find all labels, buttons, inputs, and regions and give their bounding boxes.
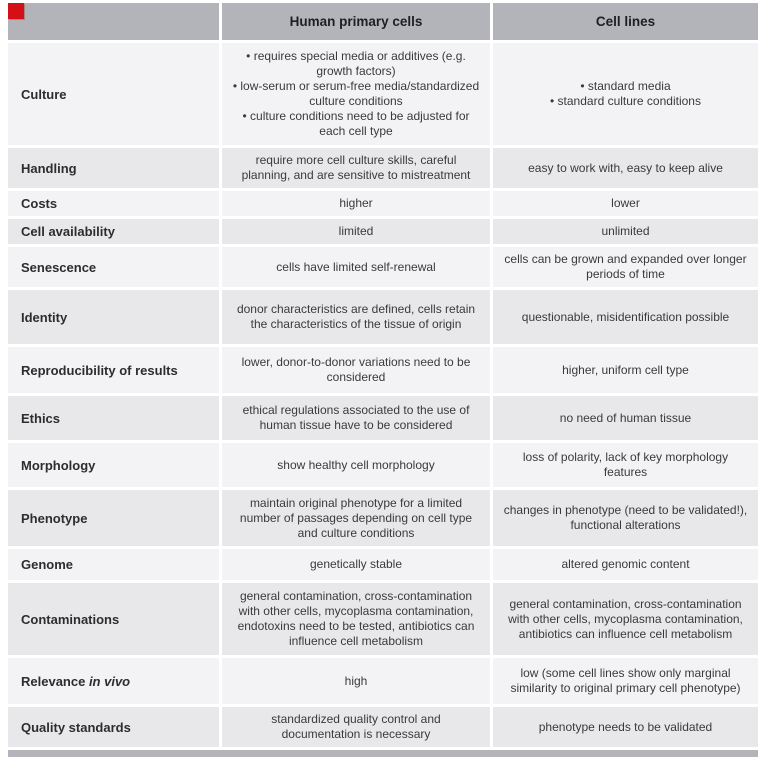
bullet-list [231,49,481,139]
table-row [8,247,758,287]
table-body [8,43,758,747]
primary-cells-cell: ethical regulations associated to the use of human tissue have to be considered [222,396,490,440]
cell-lines-cell: low (some cell lines show only marginal similarity to original primary cell phenotype) [493,658,758,704]
category-cell: Costs [8,191,219,216]
primary-cells-cell: limited [222,219,490,244]
cell-lines-cell: easy to work with, easy to keep alive [493,148,758,188]
category-cell: Contaminations [8,583,219,655]
bullet-item: • low-serum or serum-free media/standardized culture conditions [232,79,480,108]
comparison-table [8,3,758,757]
bullet-item: • requires special media or additives (e.g. growth factors) [246,49,466,78]
cell-lines-cell: higher, uniform cell type [493,347,758,393]
primary-cells-cell: donor characteristics are defined, cells retain the characteristics of the tissue of origin [222,290,490,344]
category-cell: Quality standards [8,707,219,747]
primary-cells-cell: genetically stable [222,549,490,580]
header-cell-cell-lines: Cell lines [493,3,758,40]
table-row [8,191,758,216]
table-row [8,290,758,344]
header-cell-blank [8,3,219,40]
category-cell: Reproducibility of results [8,347,219,393]
category-cell: Ethics [8,396,219,440]
table-row [8,396,758,440]
primary-cells-cell: show healthy cell morphology [222,443,490,487]
table-row [8,549,758,580]
cell-lines-cell: cells can be grown and expanded over longer periods of time [493,247,758,287]
cell-lines-cell: lower [493,191,758,216]
table-row [8,219,758,244]
cell-lines-cell: phenotype needs to be validated [493,707,758,747]
category-cell: Phenotype [8,490,219,546]
category-label: Relevance [21,673,89,689]
table-row [8,658,758,704]
primary-cells-cell: lower, donor-to-donor variations need to be considered [222,347,490,393]
category-label-italic: in vivo [88,673,131,689]
cell-lines-cell: general contamination, cross-contamination with other cells, mycoplasma contamination, antibiotics can influence cell metabolism [493,583,758,655]
header-cell-human-primary-cells: Human primary cells [222,3,490,40]
table-row [8,583,758,655]
table-row [8,148,758,188]
table-row [8,443,758,487]
cell-lines-cell [493,43,758,145]
category-cell: Cell availability [8,219,219,244]
primary-cells-cell: cells have limited self-renewal [222,247,490,287]
category-cell: Identity [8,290,219,344]
bullet-item: • standard media [580,79,671,93]
category-cell: Senescence [8,247,219,287]
bottom-bar [8,750,758,757]
table-row [8,707,758,747]
primary-cells-cell: higher [222,191,490,216]
category-cell: Handling [8,148,219,188]
table-header-row [8,3,758,40]
bullet-item: • standard culture conditions [550,94,701,108]
primary-cells-cell: require more cell culture skills, careful planning, and are sensitive to mistreatment [222,148,490,188]
cell-lines-cell: changes in phenotype (need to be validated!), functional alterations [493,490,758,546]
category-cell: Culture [8,43,219,145]
table-row [8,43,758,145]
primary-cells-cell: maintain original phenotype for a limited number of passages depending on cell type and culture conditions [222,490,490,546]
primary-cells-cell [222,43,490,145]
table-row [8,490,758,546]
category-cell: Genome [8,549,219,580]
category-cell [8,658,219,704]
primary-cells-cell: high [222,658,490,704]
bullet-item: • culture conditions need to be adjusted for each cell type [242,109,470,138]
primary-cells-cell: general contamination, cross-contamination with other cells, mycoplasma contamination, endotoxins need to be tested, antibiotics can influence cell metabolism [222,583,490,655]
cell-lines-cell: loss of polarity, lack of key morphology features [493,443,758,487]
primary-cells-cell: standardized quality control and documentation is necessary [222,707,490,747]
cell-lines-cell: questionable, misidentification possible [493,290,758,344]
red-square-icon [8,3,24,19]
cell-lines-cell: altered genomic content [493,549,758,580]
bullet-list [550,79,701,109]
cell-lines-cell: unlimited [493,219,758,244]
cell-lines-cell: no need of human tissue [493,396,758,440]
category-cell: Morphology [8,443,219,487]
table-row [8,347,758,393]
